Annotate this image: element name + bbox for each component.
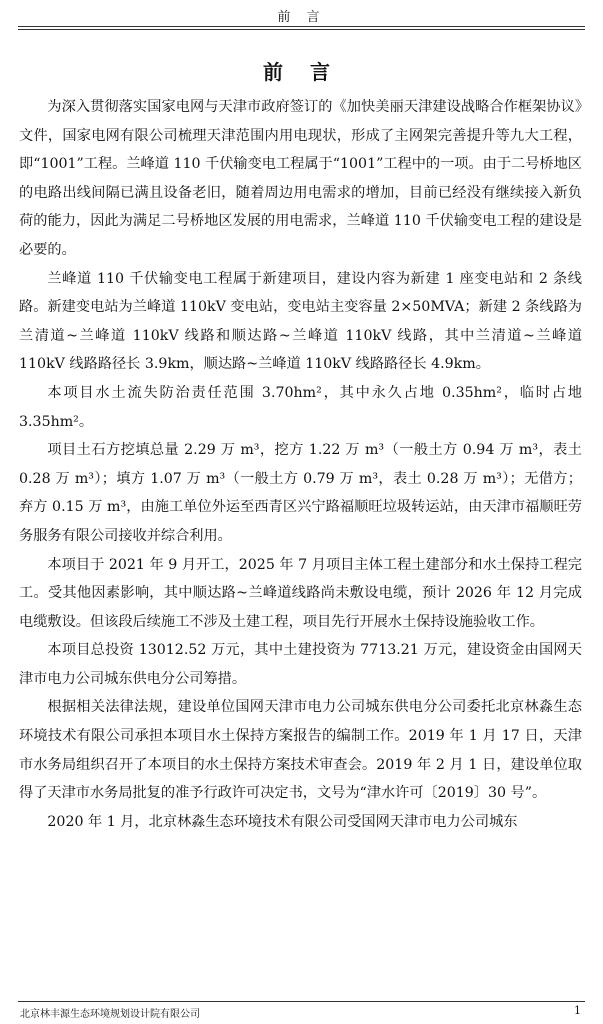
paragraph-8: 2020 年 1 月，北京林淼生态环境技术有限公司受国网天津市电力公司城东 [47, 813, 518, 830]
paragraph-3: 本项目水土流失防治责任范围 3.70hm²，其中永久占地 0.35hm²，临时占地 3.35hm²。 [19, 384, 582, 430]
paragraph-5: 本项目于 2021 年 9 月开工，2025 年 7 月项目主体工程土建部分和水土保持工程完工。受其他因素影响，其中顺达路~兰峰道线路尚未敷设电缆，预计 2026 年 12 月完成电缆敷设。但该段后续施工不涉及土建工程，项目先行开展水土保持设施验收工作。 [19, 556, 582, 630]
header-rule [18, 26, 585, 30]
footer-rule [18, 1001, 585, 1002]
paragraph-1: 为深入贯彻落实国家电网与天津市政府签订的《加快美丽天津建设战略合作框架协议》文件，国家电网有限公司梳理天津范围内用电现状，形成了主网架完善提升等九大工程，即“1001”工程。兰峰道 110 千伏输变电工程属于“1001”工程中的一项。由于二号桥地区的电路出线间隔已满且设备老旧，随着周边用电需求的增加，目前已经没有继续接入新负荷的能力，因此为满足二号桥地区发展的用电需求，兰峰道 110 千伏输变电工程的建设是必要的。 [19, 99, 582, 258]
paragraph-2: 兰峰道 110 千伏输变电工程属于新建项目，建设内容为新建 1 座变电站和 2 条线路。新建变电站为兰峰道 110kV 变电站，变电站主变容量 2×50MVA；新建 2 条线路为兰清道~兰峰道 110kV 线路和顺达路~兰峰道 110kV 线路，其中兰清道~兰峰道 110kV 线路路径长 3.9km，顺达路~兰峰道 110kV 线路路径长 4.9km。 [19, 270, 582, 373]
paragraph-7: 根据相关法律法规，建设单位国网天津市电力公司城东供电分公司委托北京林淼生态环境技术有限公司承担本项目水土保持方案报告的编制工作。2019 年 1 月 17 日，天津市水务局组织召开了本项目的水土保持方案技术审查会。2019 年 2 月 1 日，建设单位取得了天津市水务局批复的准予行政许可决定书，文号为“津水许可〔2019〕30 号”。 [19, 699, 582, 802]
body-text [19, 93, 582, 836]
page-title: 前 言 [263, 60, 340, 84]
running-header: 前 言 [277, 10, 326, 25]
paragraph-6: 本项目总投资 13012.52 万元，其中土建投资为 7713.21 万元，建设资金由国网天津市电力公司城东供电分公司筹措。 [19, 642, 582, 687]
paragraph-4: 项目土石方挖填总量 2.29 万 m³，挖方 1.22 万 m³（一般土方 0.94 万 m³，表土 0.28 万 m³）；填方 1.07 万 m³（一般土方 0.79 万 m³，表土 0.28 万 m³）；无借方；弃方 0.15 万 m³，由施工单位外运至西青区兴宁路福顺旺垃圾转运站，由天津市福顺旺劳务服务有限公司接收并综合利用。 [19, 442, 582, 544]
footer-organization: 北京林丰源生态环境规划设计院有限公司 [20, 1009, 200, 1020]
page-number: 1 [574, 1004, 581, 1017]
